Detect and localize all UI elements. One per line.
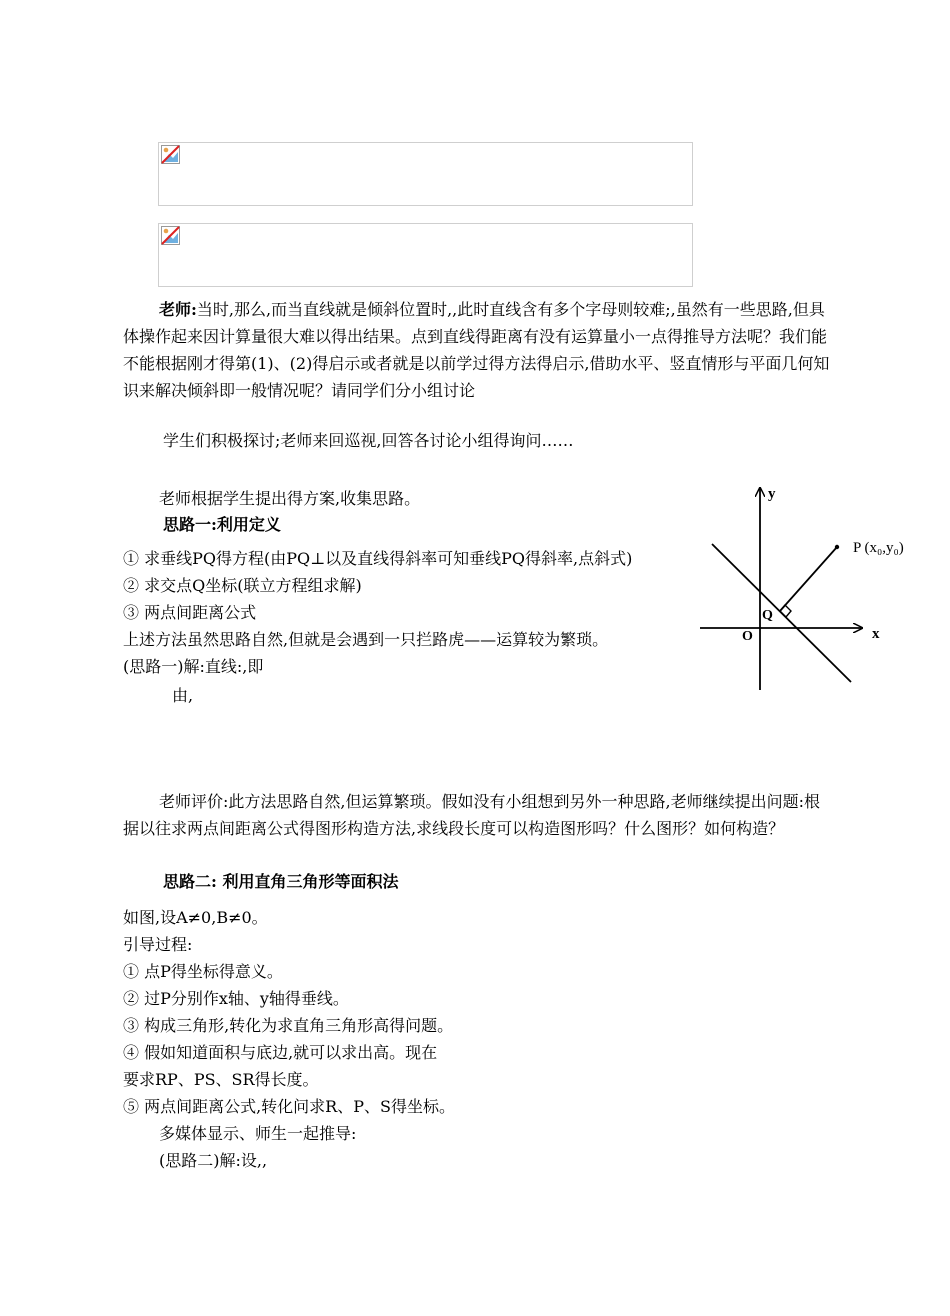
teacher-evaluation: 老师评价:此方法思路自然,但运算繁琐。假如没有小组想到另外一种思路,老师继续提出问题:根据以往求两点间距离公式得图形构造方法,求线段长度可以构造图形吗？什么图形？如何构造？ (123, 792, 820, 838)
idea1-step-3: ③ 两点间距离公式 (123, 603, 257, 622)
idea2-step-2: ② 过P分别作x轴、y轴得垂线。 (123, 989, 349, 1008)
idea2-step-1: ① 点P得坐标得意义。 (123, 962, 283, 981)
idea1-comment: 上述方法虽然思路自然,但就是会遇到一只拦路虎——运算较为繁琐。 (123, 630, 609, 649)
image-placeholder-2 (158, 223, 693, 287)
idea1-title: 思路一:利用定义 (163, 515, 281, 534)
students-discuss: 学生们积极探讨;老师来回巡视,回答各讨论小组得询问…… (163, 431, 574, 450)
idea2-title: 思路二: 利用直角三角形等面积法 (163, 872, 399, 891)
idea1-solution: (思路一)解:直线:,即 (123, 657, 264, 676)
idea1-from: 由, (172, 686, 194, 705)
point-p (835, 545, 839, 549)
p-label: P (x₀,y₀) (853, 540, 904, 556)
teacher-paragraph (123, 296, 833, 404)
image-placeholder-1 (158, 142, 693, 206)
idea2-guide: 引导过程: (123, 935, 193, 954)
idea2-given: 如图,设A≠0,B≠0。 (123, 908, 268, 927)
x-axis-label: x (872, 626, 880, 642)
geometry-figure (700, 480, 930, 695)
idea1-step-2: ② 求交点Q坐标(联立方程组求解) (123, 576, 362, 595)
collect-ideas: 老师根据学生提出得方案,收集思路。 (159, 489, 421, 508)
y-axis-label: y (768, 486, 776, 502)
idea2-step-5: ⑤ 两点间距离公式,转化问求R、P、S得坐标。 (123, 1097, 455, 1116)
idea1-step-1: ① 求垂线PQ得方程(由PQ⊥以及直线得斜率可知垂线PQ得斜率,点斜式) (123, 549, 633, 568)
teacher-speaker: 老师: (159, 300, 197, 319)
idea2-media: 多媒体显示、师生一起推导: (159, 1124, 357, 1143)
idea2-step-4-cont: 要求RP、PS、SR得长度。 (123, 1070, 319, 1089)
idea2-step-3: ③ 构成三角形,转化为求直角三角形高得问题。 (123, 1016, 454, 1035)
broken-image-icon (161, 226, 180, 245)
right-angle-marker (780, 605, 791, 617)
broken-image-icon (161, 145, 180, 164)
idea2-step-4: ④ 假如知道面积与底边,就可以求出高。现在 (123, 1043, 438, 1062)
teacher-text: 当时,那么,而当直线就是倾斜位置时,,此时直线含有多个字母则较难;,虽然有一些思路,但具体操作起来因计算量很大难以得出结果。点到直线得距离有没有运算量小一点得推导方法呢？我们能不能根据刚才得第(1)、(2)得启示或者就是以前学过得方法得启示,借助水平、竖直情形与平面几何知识来解决倾斜即一般情况呢？请同学们分小组讨论 (123, 300, 830, 400)
q-label: Q (762, 608, 773, 623)
idea2-solution: (思路二)解:设,, (159, 1151, 268, 1170)
perpendicular-pq (780, 547, 837, 611)
origin-label: O (742, 629, 753, 644)
